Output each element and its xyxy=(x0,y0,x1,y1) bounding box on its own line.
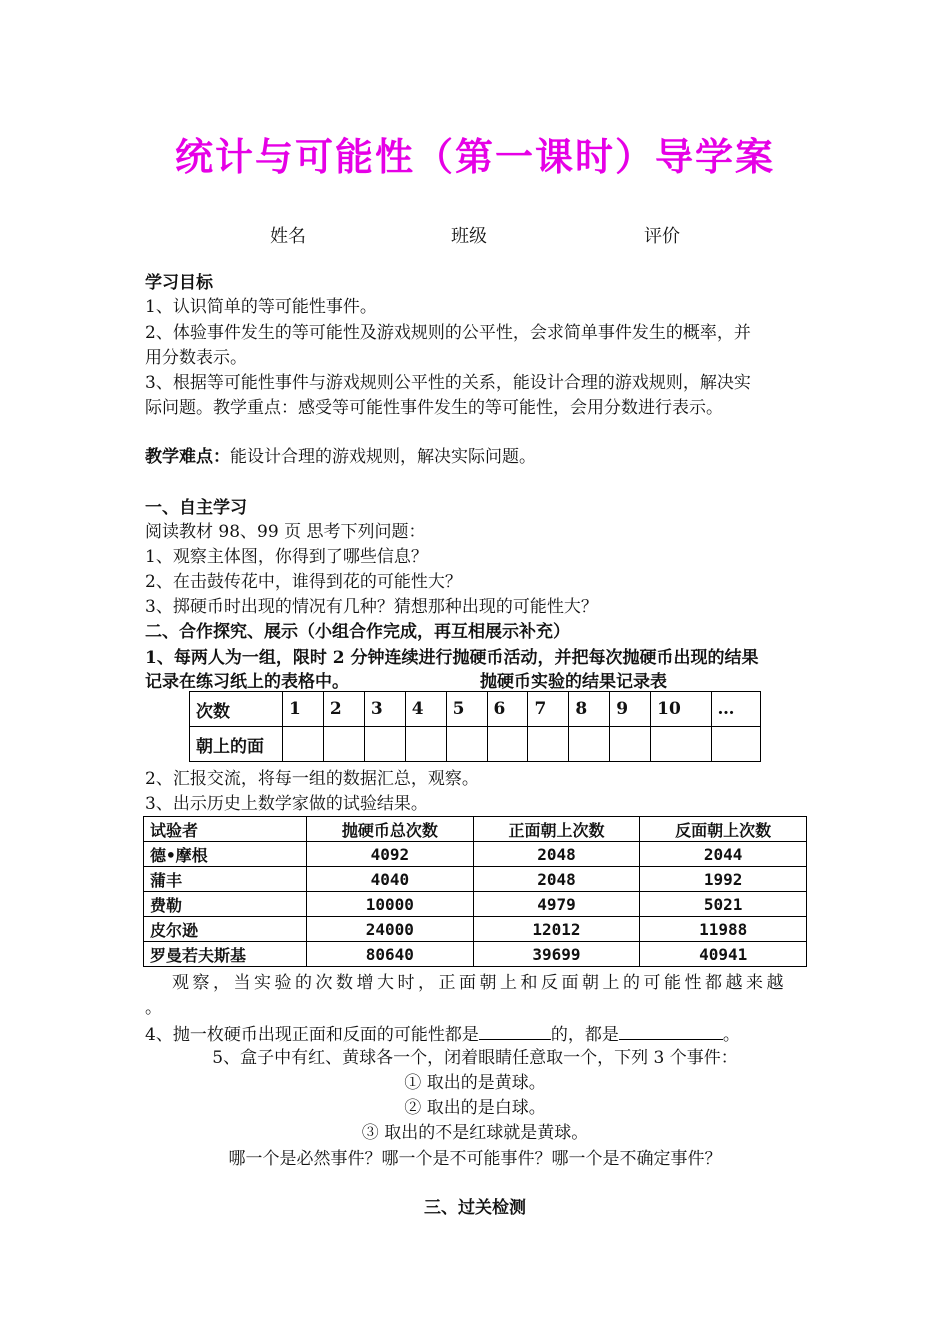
option-1: ① 取出的是黄球。 xyxy=(404,1073,546,1093)
history-cell: 10000 xyxy=(307,892,474,917)
section2-q2: 2、汇报交流，将每一组的数据汇总，观察。 xyxy=(145,769,479,789)
record-cell: 4 xyxy=(405,692,446,727)
activity-line-2-text: 记录在练习纸上的表格中。 xyxy=(145,672,349,692)
record-row-count xyxy=(190,692,761,727)
observation-end: 。 xyxy=(145,998,162,1018)
record-cell xyxy=(364,727,405,762)
record-cell: 10 xyxy=(651,692,711,727)
record-cell xyxy=(569,727,610,762)
history-row xyxy=(144,867,807,892)
history-cell: 2048 xyxy=(473,867,640,892)
answer-blank[interactable] xyxy=(619,1021,723,1040)
record-cell xyxy=(711,727,760,762)
history-cell: 11988 xyxy=(640,917,807,942)
record-cell: 8 xyxy=(569,692,610,727)
history-header: 反面朝上次数 xyxy=(640,817,807,842)
question-5-ask: 哪一个是必然事件？哪一个是不可能事件？哪一个是不确定事件？ xyxy=(228,1149,722,1169)
goal-3b: 际问题。教学重点：感受等可能性事件发生的等可能性，会用分数进行表示。 xyxy=(145,398,723,418)
history-cell: 80640 xyxy=(307,942,474,967)
question-4 xyxy=(145,1021,825,1047)
history-cell: 2044 xyxy=(640,842,807,867)
history-cell: 40941 xyxy=(640,942,807,967)
section1-q3: 3、掷硬币时出现的情况有几种？猜想那种出现的可能性大？ xyxy=(145,597,598,617)
section2-heading: 二、合作探究、展示（小组合作完成，再互相展示补充） xyxy=(145,622,570,642)
goal-1: 1、认识简单的等可能性事件。 xyxy=(145,297,377,317)
answer-blank[interactable] xyxy=(479,1021,551,1040)
section1-q1: 1、观察主体图，你得到了哪些信息？ xyxy=(145,547,428,567)
record-table-title: 抛硬币实验的结果记录表 xyxy=(480,672,667,692)
option-2: ② 取出的是白球。 xyxy=(404,1098,546,1118)
history-header: 试验者 xyxy=(144,817,307,842)
section1-q2: 2、在击鼓传花中，谁得到花的可能性大？ xyxy=(145,572,462,592)
record-cell: … xyxy=(711,692,760,727)
record-cell: 7 xyxy=(528,692,569,727)
history-header-row xyxy=(144,817,807,842)
history-cell: 24000 xyxy=(307,917,474,942)
history-cell: 4040 xyxy=(307,867,474,892)
history-cell: 5021 xyxy=(640,892,807,917)
history-cell: 4979 xyxy=(473,892,640,917)
record-cell xyxy=(487,727,528,762)
page-title: 统计与可能性（第一课时）导学案 xyxy=(174,135,775,179)
history-row xyxy=(144,942,807,967)
record-cell xyxy=(323,727,364,762)
record-cell xyxy=(446,727,487,762)
record-cell xyxy=(283,727,324,762)
history-cell: 4092 xyxy=(307,842,474,867)
question-4-end: 。 xyxy=(722,1025,740,1045)
record-cell xyxy=(610,727,651,762)
difficulty-label: 教学难点： xyxy=(145,447,230,467)
history-cell: 费勒 xyxy=(144,892,307,917)
goal-3a: 3、根据等可能性事件与游戏规则公平性的关系，能设计合理的游戏规则，解决实 xyxy=(145,373,751,393)
history-cell: 德•摩根 xyxy=(144,842,307,867)
record-cell: 5 xyxy=(446,692,487,727)
observation-line: 观察，当实验的次数增大时，正面朝上和反面朝上的可能性都越来越 xyxy=(172,973,787,993)
section2-q3: 3、出示历史上数学家做的试验结果。 xyxy=(145,794,428,814)
section1-heading: 一、自主学习 xyxy=(145,498,247,518)
history-header: 抛硬币总次数 xyxy=(307,817,474,842)
history-header: 正面朝上次数 xyxy=(473,817,640,842)
history-row xyxy=(144,917,807,942)
goals-heading: 学习目标 xyxy=(145,273,213,293)
section3-heading: 三、过关检测 xyxy=(424,1198,526,1218)
goal-2a: 2、体验事件发生的等可能性及游戏规则的公平性，会求简单事件发生的概率，并 xyxy=(145,323,751,343)
history-table xyxy=(143,816,807,967)
history-cell: 皮尔逊 xyxy=(144,917,307,942)
history-row xyxy=(144,842,807,867)
difficulty-line xyxy=(145,445,825,469)
record-cell: 1 xyxy=(283,692,324,727)
record-row-face xyxy=(190,727,761,762)
coin-record-table xyxy=(189,691,761,762)
option-3: ③ 取出的不是红球就是黄球。 xyxy=(361,1123,589,1143)
history-cell: 蒲丰 xyxy=(144,867,307,892)
history-row xyxy=(144,892,807,917)
question-4-part1: 4、抛一枚硬币出现正面和反面的可能性都是 xyxy=(145,1025,479,1045)
activity-line-1: 1、每两人为一组，限时 2 分钟连续进行抛硬币活动，并把每次抛硬币出现的结果 xyxy=(145,648,759,668)
history-cell: 1992 xyxy=(640,867,807,892)
record-cell: 朝上的面 xyxy=(190,727,283,762)
record-cell xyxy=(528,727,569,762)
history-cell: 39699 xyxy=(473,942,640,967)
record-cell xyxy=(405,727,446,762)
record-cell xyxy=(651,727,711,762)
goal-2b: 用分数表示。 xyxy=(145,348,247,368)
class-label: 班级 xyxy=(451,226,487,247)
record-cell: 2 xyxy=(323,692,364,727)
evaluation-label: 评价 xyxy=(644,226,680,247)
difficulty-text: 能设计合理的游戏规则，解决实际问题。 xyxy=(230,447,536,467)
record-cell: 次数 xyxy=(190,692,283,727)
record-cell: 9 xyxy=(610,692,651,727)
record-cell: 3 xyxy=(364,692,405,727)
question-5: 5、盒子中有红、黄球各一个，闭着眼睛任意取一个，下列 3 个事件： xyxy=(212,1048,738,1068)
history-cell: 12012 xyxy=(473,917,640,942)
question-4-part2: 的，都是 xyxy=(550,1025,619,1045)
history-cell: 2048 xyxy=(473,842,640,867)
record-cell: 6 xyxy=(487,692,528,727)
section1-intro: 阅读教材 98、99 页 思考下列问题： xyxy=(145,522,426,542)
name-label: 姓名 xyxy=(270,226,306,247)
history-cell: 罗曼若夫斯基 xyxy=(144,942,307,967)
